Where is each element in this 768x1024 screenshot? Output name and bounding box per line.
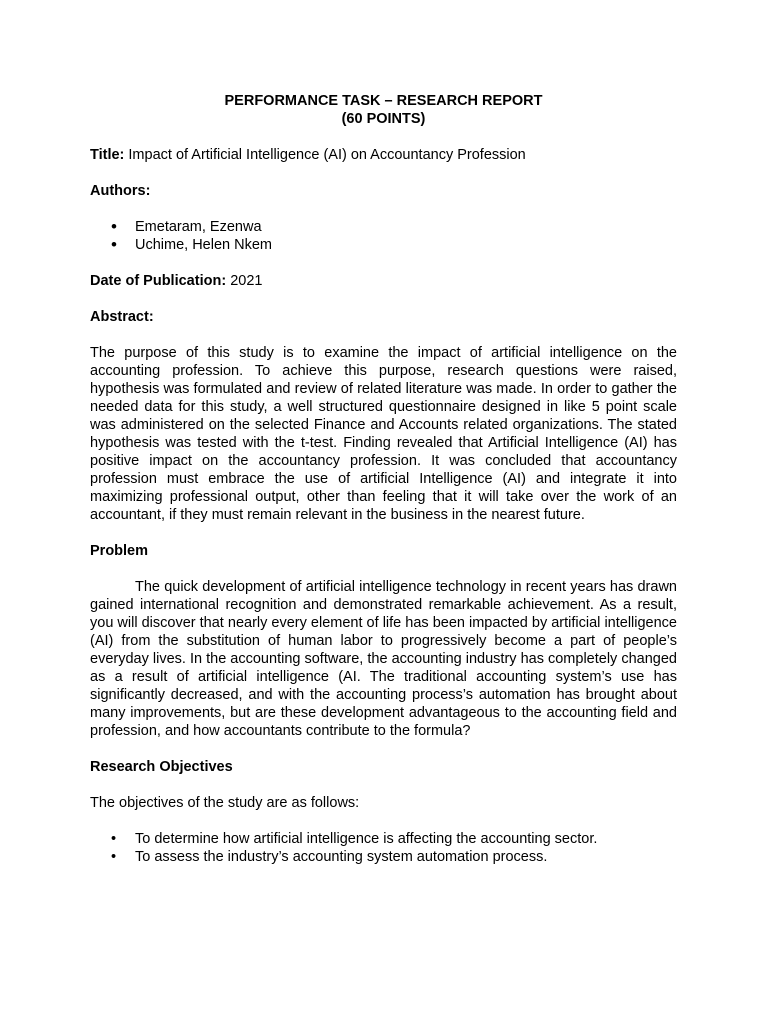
- author-name: Uchime, Helen Nkem: [135, 237, 272, 253]
- bullet-icon: •: [111, 831, 117, 847]
- abstract-label: Abstract:: [90, 309, 154, 325]
- author-name: Emetaram, Ezenwa: [135, 219, 262, 235]
- authors-label: Authors:: [90, 183, 151, 199]
- title-label: Title:: [90, 147, 125, 163]
- title-line: [90, 146, 677, 164]
- objective-text: To determine how artificial intelligence is affecting the accounting sector.: [135, 831, 598, 847]
- bullet-icon: •: [111, 849, 117, 865]
- problem-label: Problem: [90, 543, 149, 559]
- objective-text: To assess the industry’s accounting system automation process.: [135, 849, 548, 865]
- problem-text: The quick development of artificial intelligence technology in recent years has drawn gained international recognition and demonstrated remarkable achievement. As a result, you will discover that nearly every element of life has been impacted by artificial intelligence (AI) from the substitution of human labor to progressively become a part of people’s everyday lives. In the accounting software, the accounting industry has completely changed as a result of artificial intelligence (AI. The traditional accounting system’s use has significantly decreased, and with the accounting process’s automation has brought about many improvements, but are these development advantageous to the accounting field and profession, and how accountants contribute to the formula?: [90, 579, 677, 739]
- bullet-icon: •: [111, 235, 117, 254]
- heading-points: (60 POINTS): [341, 111, 426, 127]
- objectives-list: [90, 830, 677, 866]
- objective-item: [90, 848, 677, 866]
- document-heading: [90, 92, 677, 128]
- publication-line: [90, 272, 677, 290]
- author-item: [90, 218, 677, 236]
- objectives-label: Research Objectives: [90, 759, 233, 775]
- authors-list: [90, 218, 677, 254]
- title-value: Impact of Artificial Intelligence (AI) on Accountancy Profession: [128, 147, 526, 163]
- objective-item: [90, 830, 677, 848]
- document-page: [90, 92, 677, 866]
- publication-label: Date of Publication:: [90, 273, 227, 289]
- heading-title: PERFORMANCE TASK – RESEARCH REPORT: [224, 93, 543, 109]
- abstract-text: The purpose of this study is to examine the impact of artificial intelligence on the accounting profession. To achieve this purpose, research questions were raised, hypothesis was formulated and review of related literature was made. In order to gather the needed data for this study, a well structured questionnaire designed in like 5 point scale was administered on the selected Finance and Accounts related organizations. The stated hypothesis was tested with the t-test. Finding revealed that Artificial Intelligence (AI) has positive impact on the accountancy profession. It was concluded that accountancy profession must embrace the use of artificial Intelligence (AI) and integrate it into maximizing professional output, other than feeling that it will take over the work of an accountant, if they must remain relevant in the business in the nearest future.: [90, 345, 677, 523]
- bullet-icon: •: [111, 217, 117, 236]
- objectives-intro: The objectives of the study are as follows:: [90, 795, 360, 811]
- publication-value: 2021: [230, 273, 263, 289]
- author-item: [90, 236, 677, 254]
